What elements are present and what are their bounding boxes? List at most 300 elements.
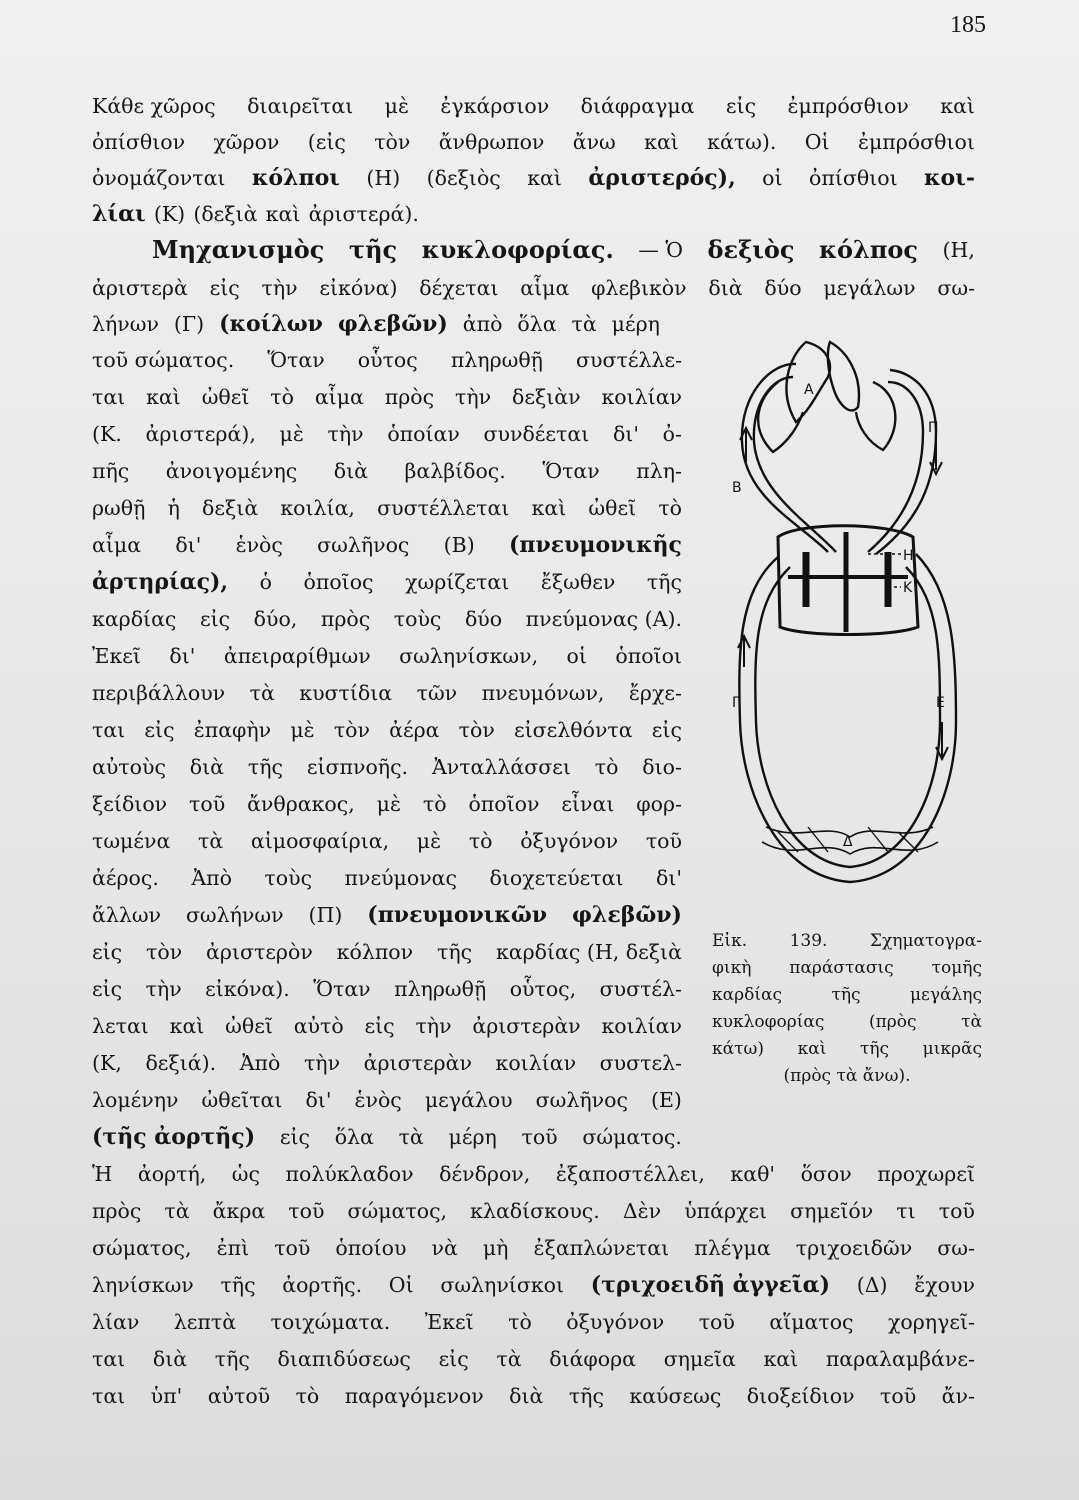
text-line [92, 1049, 682, 1077]
word: τὰ [164, 1199, 190, 1223]
word: μέρη [448, 1125, 497, 1149]
word: τὸν [333, 718, 370, 742]
word: βαλβίδος. [404, 459, 506, 483]
word: μεγάλου [424, 1088, 513, 1112]
word: Ἀπὸ [191, 866, 232, 890]
word: ὀπίσθιοι [809, 166, 898, 190]
word: ἐξαποστέλλει, [555, 1162, 705, 1186]
word: (δεξιὸς [426, 166, 501, 190]
word: διαιρεῖται [247, 94, 354, 118]
word: ἔχουν [914, 1273, 975, 1297]
word: ὑπ' [150, 1384, 183, 1408]
word: ὁποίου [335, 1236, 407, 1260]
word: διαπιδύσεως [277, 1347, 411, 1371]
word: εἰκόνα) [319, 276, 398, 300]
word: σώματος, [92, 1236, 192, 1260]
word: ὠθεῖ [201, 385, 250, 409]
word: ἐμπρόσθιοι [857, 130, 975, 154]
word: καὶ [644, 130, 679, 154]
word: τὰ [571, 312, 597, 336]
word: σω- [937, 1236, 975, 1260]
word: λεπτὰ [173, 1310, 237, 1334]
word: δεξιὸς [707, 235, 795, 264]
word: σωλῆνος [317, 533, 410, 557]
word: πρὸς [320, 607, 371, 631]
word: τῆς [436, 940, 473, 964]
word: τοὺς [264, 866, 313, 890]
text-line [92, 864, 682, 892]
word: πλέγμα [694, 1236, 771, 1260]
word: Οἱ [388, 1273, 414, 1297]
word: σωληνίσκων, [399, 644, 539, 668]
word: κόλποι [251, 165, 340, 191]
word: ὁ [259, 570, 272, 594]
word: λεται [92, 1014, 149, 1038]
word: εἰς [279, 1125, 310, 1149]
word: ἀορτῆς. [282, 1273, 363, 1297]
word: δι' [305, 1088, 332, 1112]
word: κλαδίσκους. [470, 1199, 600, 1223]
word: ἄν- [941, 1384, 975, 1408]
word: οὗτος [357, 348, 418, 372]
word: ἐπαφὴν [193, 718, 272, 742]
word: πνεύμονας [344, 866, 458, 890]
word: χῶρον [213, 130, 280, 154]
word: τὴν [145, 977, 182, 1001]
text-line [92, 1308, 975, 1336]
word: τὸν [146, 940, 183, 964]
word: ἀριστερὸν [206, 940, 313, 964]
word: (τριχοειδῆ ἀγγεῖα) [590, 1272, 831, 1298]
word: Ἐκεῖ [424, 1310, 474, 1334]
word: αἱμοσφαίρια, [250, 829, 390, 853]
word: ἀριστερὰν [472, 1014, 581, 1038]
word: ὠθεῖται [201, 1088, 283, 1112]
word: Ὅταν [267, 348, 325, 372]
word: διὰ [189, 755, 225, 779]
word: δεξιά). [145, 1051, 217, 1075]
word: ἀριστερά). [308, 202, 419, 226]
word: καὶ [527, 166, 562, 190]
word: ἐγκάρσιον [440, 94, 550, 118]
word: ἀριστερὰ [92, 276, 188, 300]
word: καὶ [265, 202, 301, 226]
word: (Π) [308, 903, 343, 927]
word: καρδίας (Η, δεξιὰ [495, 940, 682, 964]
word: Κάθε χῶρος [92, 94, 216, 118]
text-line [92, 494, 682, 522]
word: τὸ [508, 1310, 532, 1334]
word: μὲ [279, 422, 304, 446]
text-line [92, 164, 975, 192]
word: (τῆς ἀορτῆς) [92, 1124, 256, 1150]
word: ἄνω [572, 130, 616, 154]
word: ἐμπρόσθιον [787, 94, 909, 118]
word: τῆς [568, 1384, 604, 1408]
word: τὴν [261, 276, 298, 300]
word: (πνευμονικῶν [367, 902, 548, 928]
word: (Ε) [650, 1088, 682, 1112]
word: πρὸς [384, 385, 435, 409]
word: (Η, [942, 238, 975, 262]
heart-circulation-figure [718, 322, 983, 912]
word: λομένην [92, 1088, 179, 1112]
text-line [92, 790, 682, 818]
text-line [152, 236, 975, 264]
word: ὀπίσθιον [92, 130, 186, 154]
word: διὰ [708, 276, 743, 300]
word: τοῦ [938, 1199, 975, 1223]
word: μὲ [384, 94, 409, 118]
word: αἷμα [520, 276, 570, 300]
word: σώματος. [582, 1125, 682, 1149]
word: εἰς [144, 718, 175, 742]
word: (Κ. [92, 422, 122, 446]
word: διάφορα [549, 1347, 637, 1371]
word: Ἀπὸ [239, 1051, 281, 1075]
word: δι' [655, 866, 682, 890]
text-line [92, 1234, 975, 1262]
word: τοιχώματα. [270, 1310, 391, 1334]
word: τὰ [496, 1347, 522, 1371]
word: φλεβῶν) [337, 311, 448, 337]
word: κοιλία, [280, 496, 355, 520]
word: Ἡ [92, 1162, 113, 1186]
label-A: Α [804, 382, 814, 398]
word: τὴν [415, 1014, 452, 1038]
word: τῆς [646, 570, 682, 594]
word: ὠθεῖ [588, 496, 637, 520]
word: κοιλίαν [601, 1014, 682, 1038]
word: διὰ [333, 459, 368, 483]
word: δύο [464, 607, 503, 631]
word: ὡς [231, 1162, 260, 1186]
word: κυκλοφορίας. [421, 235, 614, 264]
word: συστέλ- [599, 977, 682, 1001]
word: ἀπὸ [462, 312, 503, 336]
word: σημεῖόν [790, 1199, 874, 1223]
word: (Δ) [856, 1273, 888, 1297]
word: τοῦ σώματος. [92, 348, 235, 372]
word: ἀριστερά), [145, 422, 256, 446]
word: μὲ [376, 792, 401, 816]
word: φλεβῶν) [572, 902, 682, 928]
word: δένδρον, [439, 1162, 531, 1186]
word: καὶ [169, 1014, 205, 1038]
word: ὅσον [800, 1162, 852, 1186]
word: τὰ [198, 829, 224, 853]
word: εἰς [364, 1014, 395, 1038]
word: — Ὁ [638, 238, 683, 262]
word: ἔρχε- [628, 681, 682, 705]
word: ὀξυγόνον [520, 829, 619, 853]
word: εἰς [209, 276, 240, 300]
word: ὀ- [662, 422, 682, 446]
word: τοῦ [274, 1236, 311, 1260]
word: εἰς [438, 1347, 469, 1371]
text-line [92, 716, 682, 744]
text-line [92, 1197, 975, 1225]
word: (κοίλων [219, 311, 323, 337]
word: τὸ [468, 829, 493, 853]
text-line [92, 420, 682, 448]
word: διάφραγμα [580, 94, 695, 118]
word: ληνίσκων [92, 1273, 194, 1297]
word: ξείδιον [92, 792, 168, 816]
word: πνεύμονας (Α). [525, 607, 682, 631]
word: πληρωθῇ [450, 348, 543, 372]
word: ὑπάρχει [684, 1199, 768, 1223]
word: (Κ) [153, 202, 186, 226]
word: δύο [764, 276, 802, 300]
text-line [92, 531, 682, 559]
label-G: Γ [732, 695, 740, 711]
word: τῆς [214, 1347, 250, 1371]
word: ται [92, 385, 126, 409]
word: χορηγεῖ- [887, 1310, 975, 1334]
word: ται [92, 718, 126, 742]
word: εἰκόνα). [205, 977, 290, 1001]
word: σωλῆνος [535, 1088, 628, 1112]
text-line [92, 1012, 682, 1040]
word: τὰ [249, 681, 275, 705]
word: τὸ [594, 755, 619, 779]
word: περιβάλλουν [92, 681, 226, 705]
word: εἰς [651, 718, 682, 742]
word: ἀέρος. [92, 866, 159, 890]
word: ἀπειραρίθμων [223, 644, 371, 668]
word: Δὲν [622, 1199, 662, 1223]
text-line [92, 200, 500, 228]
word: ἔξωθεν [540, 570, 616, 594]
word: αὐτοὺς [92, 755, 166, 779]
caption-line: φικὴ παράστασις τομῆς [712, 958, 982, 978]
word: τριχοειδῶν [795, 1236, 913, 1260]
word: προχωρεῖ [877, 1162, 975, 1186]
word: παραλαμβάνε- [825, 1347, 975, 1371]
word: κοι- [924, 165, 975, 191]
word: εἰσπνοῆς. [306, 755, 409, 779]
word: ὁποίαν [387, 422, 460, 446]
word: εἰς [725, 94, 757, 118]
word: ται [92, 1347, 126, 1371]
word: σωλήνων [185, 903, 284, 927]
word: δεξιὰ [202, 496, 259, 520]
word: σώματος, [347, 1199, 448, 1223]
word: ἑνὸς [354, 1088, 402, 1112]
word: δεξιὰν [511, 385, 581, 409]
text-line [92, 605, 682, 633]
word: αὐτὸ [293, 1014, 344, 1038]
word: κόλπον [336, 940, 414, 964]
text-line [92, 1382, 975, 1410]
word: τὸν [374, 130, 411, 154]
word: ὁποῖος [303, 570, 374, 594]
word: τοῦ [189, 792, 226, 816]
word: (Η) [366, 166, 401, 190]
word: μεγάλων [823, 276, 916, 300]
word: κάτω). [707, 130, 777, 154]
word: κόλπος [819, 235, 919, 264]
word: καὶ [146, 385, 181, 409]
word: τὸ [422, 792, 447, 816]
word: καὶ [940, 94, 975, 118]
text-line [92, 1086, 682, 1114]
label-K: Κ [903, 580, 913, 596]
text-line [92, 901, 682, 929]
word: τοῦ [880, 1384, 917, 1408]
word: ἄνθρωπον [438, 130, 545, 154]
word: αἷμα [92, 533, 142, 557]
word: τὴν [303, 1051, 341, 1075]
word: συνδέεται [483, 422, 590, 446]
word: ἄλλων [92, 903, 162, 927]
word: διὰ [152, 1347, 188, 1371]
text-line [92, 346, 682, 374]
word: καύσεως [629, 1384, 722, 1408]
word: Ὅταν [542, 459, 600, 483]
text-line [92, 642, 682, 670]
figure-caption [712, 928, 982, 1090]
word: τὴν [327, 422, 364, 446]
word: τὸ [658, 496, 682, 520]
word: διοξείδιον [746, 1384, 855, 1408]
word: ἄκρα [212, 1199, 266, 1223]
word: τὸ [270, 385, 294, 409]
word: καρδίας [92, 607, 177, 631]
circulation-diagram [718, 322, 983, 912]
word: οἱ [762, 166, 783, 190]
label-D: Δ [843, 834, 853, 850]
text-line [92, 92, 975, 120]
word: χωρίζεται [405, 570, 510, 594]
word: εἰς [199, 607, 231, 631]
word: οἱ [566, 644, 587, 668]
word: ὁποῖοι [615, 644, 682, 668]
word: διοχετεύεται [489, 866, 624, 890]
word: δύο, [253, 607, 298, 631]
word: ἑνὸς [235, 533, 283, 557]
caption-line: καρδίας τῆς μεγάλης [712, 985, 982, 1005]
caption-line: κάτω) καὶ τῆς μικρᾶς [712, 1039, 982, 1059]
word: συστέλλεται [377, 496, 510, 520]
label-P: Π [928, 420, 939, 436]
word: τὸ [295, 1384, 320, 1408]
text-line [92, 310, 660, 338]
word: ἄνθρακος, [247, 792, 355, 816]
word: τὰ [398, 1125, 424, 1149]
word: (δεξιὰ [193, 202, 258, 226]
word: ὠθεῖ [225, 1014, 273, 1038]
word: κοιλίαν [495, 1051, 577, 1075]
word: παραγόμενον [344, 1384, 484, 1408]
word: ἐξαπλώνεται [533, 1236, 670, 1260]
word: οὗτος, [509, 977, 577, 1001]
text-line [92, 975, 682, 1003]
word: φλεβικὸν [591, 276, 687, 300]
word: δι' [175, 533, 202, 557]
word: ὀνομάζονται [92, 166, 226, 190]
word: καθ' [730, 1162, 776, 1186]
word: μέρη [611, 312, 660, 336]
word: (εἰς [307, 130, 346, 154]
word: ἀέρα [389, 718, 440, 742]
label-B: Β [732, 480, 742, 496]
word: ται [92, 1384, 126, 1408]
text-line [92, 568, 682, 596]
word: καὶ [763, 1347, 799, 1371]
word: πλη- [636, 459, 682, 483]
word: ἐπὶ [216, 1236, 250, 1260]
page-number: 185 [950, 12, 986, 38]
word: ὅλα [334, 1125, 374, 1149]
word: ὀξυγόνον [566, 1310, 665, 1334]
word: πνευμόνων, [481, 681, 605, 705]
label-H: Η [903, 548, 914, 564]
word: συστελ- [599, 1051, 682, 1075]
word: αἵματος [769, 1310, 854, 1334]
word: σωληνίσκοι [440, 1273, 565, 1297]
word: (Β) [443, 533, 475, 557]
text-line [92, 1345, 975, 1373]
word: συστέλλε- [576, 348, 682, 372]
text-line [92, 938, 682, 966]
word: πληρωθῇ [394, 977, 487, 1001]
word: μὲ [290, 718, 315, 742]
text-line [92, 753, 682, 781]
word: ὅλα [517, 312, 557, 336]
word: πολύκλαδον [285, 1162, 414, 1186]
word: (Κ, [92, 1051, 122, 1075]
word: (πνευμονικῆς [508, 532, 682, 558]
word: σω- [937, 276, 975, 300]
word: τὴν [455, 385, 492, 409]
word: τι [896, 1199, 916, 1223]
word: τῶν [416, 681, 458, 705]
word: δι' [612, 422, 639, 446]
word: λήνων [92, 312, 159, 336]
word: πρὸς [92, 1199, 142, 1223]
word: δέχεται [419, 276, 499, 300]
word: ἀριστερός), [588, 165, 736, 191]
word: σημεῖα [663, 1347, 736, 1371]
text-line [92, 1123, 682, 1151]
word: ἀριστερὰν [363, 1051, 472, 1075]
text-line [92, 679, 682, 707]
word: τῆς [247, 755, 283, 779]
word: τοὺς [393, 607, 442, 631]
caption-line: (πρὸς τὰ ἄνω). [783, 1066, 911, 1086]
word: εἰς [92, 977, 123, 1001]
word: φορ- [636, 792, 682, 816]
word: δι' [169, 644, 196, 668]
word: τοῦ [645, 829, 682, 853]
text-line [92, 128, 975, 156]
word: ὁποῖον [468, 792, 540, 816]
word: Ὅταν [313, 977, 371, 1001]
word: πῆς [92, 459, 130, 483]
word: αἷμα [314, 385, 364, 409]
word: τὸν [458, 718, 495, 742]
text-line [92, 1160, 975, 1188]
word: διὰ [509, 1384, 544, 1408]
word: τῆς [220, 1273, 256, 1297]
word: εἶναι [561, 792, 615, 816]
word: κυστίδια [299, 681, 393, 705]
word: λίαι [92, 201, 146, 227]
caption-line: Εἰκ. 139. Σχηματογρα- [712, 931, 982, 951]
word: λίαν [92, 1310, 140, 1334]
